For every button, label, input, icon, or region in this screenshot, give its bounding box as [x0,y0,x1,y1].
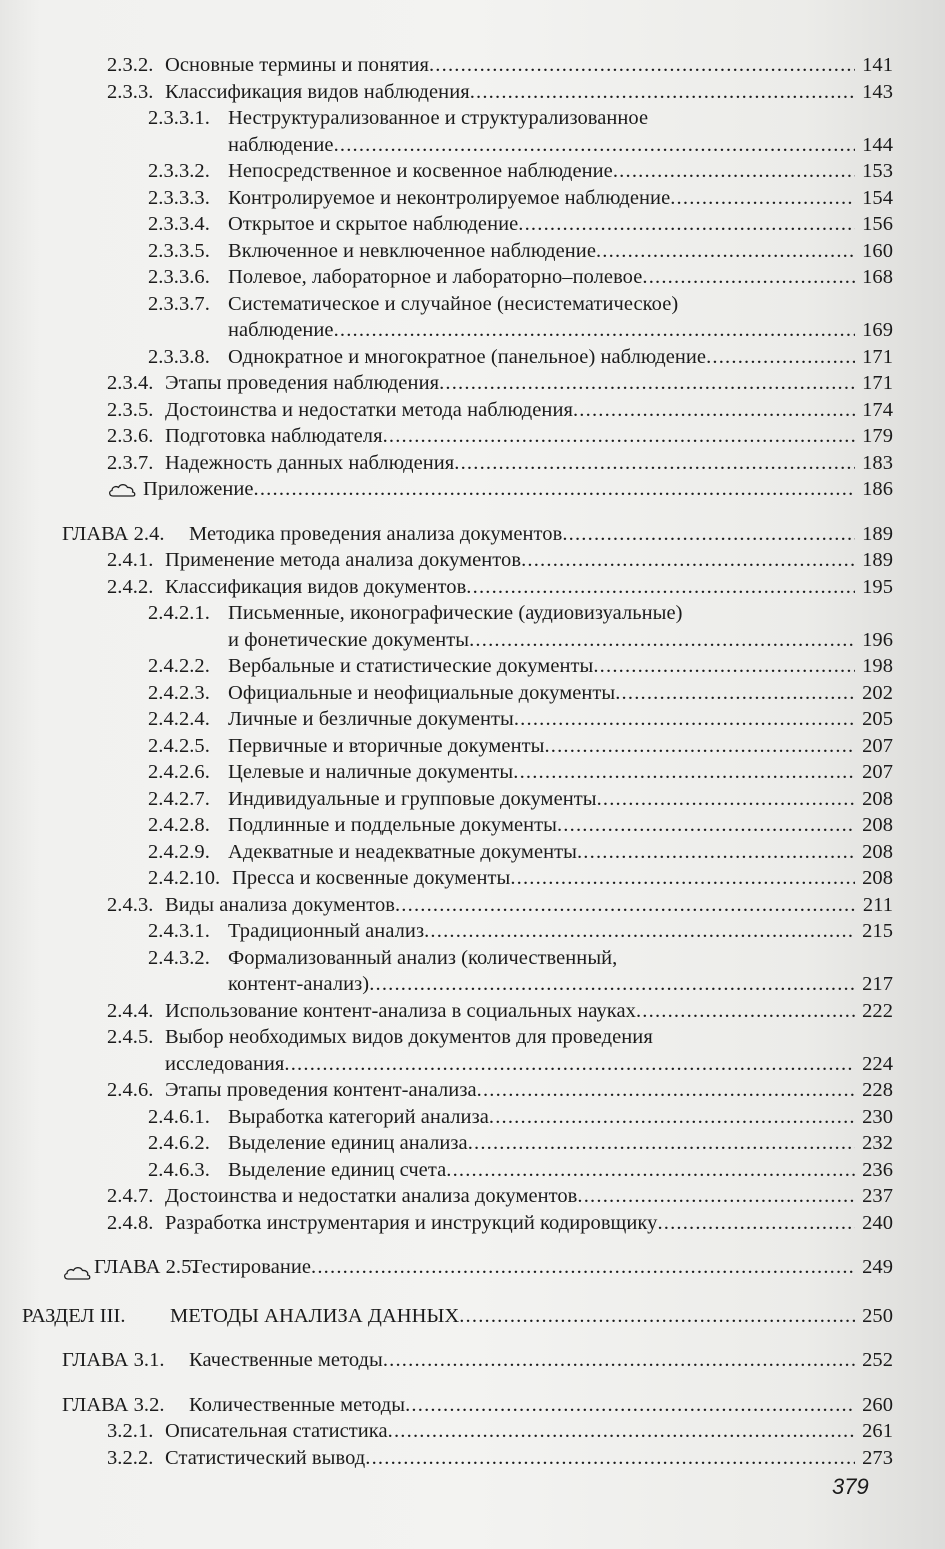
toc-entry-number: 2.4.2. [107,575,154,598]
toc-page-number: 189 [862,549,893,571]
toc-entry-number: 2.4.2.4. [148,708,210,730]
toc-entry-title: наблюдение [228,319,334,341]
dot-leader [706,344,855,371]
toc-entry-title: Подготовка наблюдателя [165,425,383,447]
toc-entry [148,600,893,653]
toc-entry [107,423,893,450]
toc-entry-title: Открытое и скрытое наблюдение [228,213,519,235]
toc-page-number: 224 [862,1052,893,1075]
toc-entry-number: 2.3.3.8. [148,345,210,368]
toc-page-number: 171 [862,345,893,368]
toc-page-number: 228 [862,1079,893,1101]
toc-page-number: 252 [862,1349,893,1371]
toc-page-number: 208 [862,840,893,863]
toc-entry [148,105,893,158]
toc-entry [107,450,893,477]
toc-page-number: 198 [862,655,893,677]
dot-leader [468,1130,855,1157]
toc-entry-title: Основные термины и понятия [165,54,429,76]
toc-entry-number: ГЛАВА 2.5. [94,1256,197,1278]
toc-entry [62,521,893,548]
toc-entry-title: исследования [165,1052,285,1075]
dot-leader [365,1445,855,1472]
toc-entry-title: Надежность данных наблюдения [165,451,455,474]
toc-entry-title: Выделение единиц счета [228,1158,447,1181]
toc-entry-title: Традиционный анализ [228,920,425,942]
dot-leader [657,1210,855,1237]
toc-entry [148,812,893,839]
toc-page-number: 273 [862,1446,893,1469]
toc-entry-number: 2.3.3. [107,80,154,103]
toc-entry-number: 2.3.4. [107,372,154,394]
toc-entry-title: Подлинные и поддельные документы [228,814,557,836]
toc-entry-title: Статистический вывод [165,1446,366,1469]
toc-page-number: 141 [862,54,893,76]
dot-leader [383,1347,855,1374]
toc-entry-title: Непосредственное и косвенное наблюдение [228,160,613,182]
toc-entry [148,706,893,733]
toc-entry-number: 2.4.6.3. [148,1158,210,1181]
toc-entry-number: 2.4.1. [107,549,154,571]
toc-page-number: 261 [862,1420,893,1442]
toc-page-number: 168 [862,266,893,288]
toc-entry-title: Тестирование [190,1256,312,1278]
toc-page-number: 217 [862,973,893,995]
dot-leader [513,759,855,786]
toc-page-number: 249 [862,1256,893,1278]
dot-leader [470,79,855,106]
toc-entry-number: 2.3.3.4. [148,213,210,235]
toc-page-number: 160 [862,239,893,262]
toc-entry-number: 2.4.2.1. [148,602,210,624]
cloud-icon [62,1263,92,1281]
toc-page-number: 232 [862,1132,893,1154]
toc-entry-number: 2.4.2.2. [148,655,210,677]
toc-entry [148,918,893,945]
toc-entry-number: 2.3.3.5. [148,239,210,262]
dot-leader [405,1392,855,1419]
dot-leader [510,865,855,892]
dot-leader [254,476,855,503]
toc-entry-title: Описательная статистика [165,1420,388,1442]
dot-leader [615,680,855,707]
toc-entry-title: Личные и безличные документы [228,708,514,730]
toc-entry-number: 2.4.6.1. [148,1105,210,1128]
toc-page-number: 207 [862,734,893,757]
toc-entry-number: 2.4.8. [107,1211,154,1234]
toc-entry-title: Этапы проведения наблюдения [165,372,440,394]
dot-leader [429,52,855,79]
toc-page-number: 208 [862,814,893,836]
dot-leader [489,1104,855,1131]
toc-entry [22,1303,893,1330]
table-of-contents [0,52,945,1471]
cloud-icon [107,480,137,498]
toc-entry-title: Формализованный анализ (количественный, [228,946,618,969]
toc-entry-title: Письменные, иконографические (аудиовизуальные) [228,602,683,624]
toc-entry [107,998,893,1025]
toc-entry [148,680,893,707]
toc-page-number: 144 [862,133,893,156]
toc-entry-title: Этапы проведения контент-анализа [165,1079,477,1101]
dot-leader [446,1157,855,1184]
toc-entry-title: контент-анализ) [228,973,370,995]
toc-entry [148,1157,893,1184]
dot-leader [557,812,855,839]
dot-leader [562,521,855,548]
toc-page-number: 208 [862,867,893,889]
toc-page-number: 179 [862,425,893,447]
toc-entry-number: 2.4.2.9. [148,840,210,863]
toc-entry-number: 2.4.3.2. [148,946,210,969]
dot-leader [454,450,855,477]
dot-leader [284,1051,855,1078]
toc-page-number: 143 [862,80,893,103]
dot-leader [593,653,855,680]
dot-leader [311,1254,855,1281]
dot-leader [334,317,855,344]
dot-leader [670,185,855,212]
toc-entry [107,1077,893,1104]
toc-entry [107,892,893,919]
toc-page-number: 196 [862,628,893,651]
toc-entry-number: 2.4.7. [107,1185,154,1207]
toc-entry-number: 2.4.3.1. [148,920,210,942]
toc-page-number: 183 [862,451,893,474]
dot-leader [597,786,855,813]
dot-leader [573,397,855,424]
dot-leader [459,1303,855,1330]
dot-leader [613,158,855,185]
toc-entry-number: 2.4.2.5. [148,734,210,757]
toc-page-number: 202 [862,681,893,704]
toc-entry-title: Применение метода анализа документов [165,549,522,571]
toc-entry [148,291,893,344]
dot-leader [636,998,855,1025]
toc-entry-title: Выбор необходимых видов документов для проведения [165,1026,653,1048]
toc-entry-number: 2.3.3.6. [148,266,210,288]
toc-entry [148,865,893,892]
toc-entry-number: ГЛАВА 3.1. [62,1349,165,1371]
toc-entry [107,397,893,424]
toc-entry-number: ГЛАВА 2.4. [62,522,165,545]
dot-leader [514,706,855,733]
dot-leader [518,211,855,238]
toc-entry [107,574,893,601]
toc-entry-title: Количественные методы [189,1393,406,1416]
toc-entry-title: наблюдение [228,133,334,156]
toc-entry-title: Контролируемое и неконтролируемое наблюдение [228,186,671,209]
toc-entry [148,733,893,760]
toc-entry-number: 2.3.6. [107,425,154,447]
toc-entry-number: 3.2.1. [107,1420,154,1442]
toc-page-number: 236 [862,1158,893,1181]
toc-page-number: 195 [862,575,893,598]
toc-entry-title: Адекватные и неадекватные документы [228,840,577,863]
toc-entry-title: Классификация видов документов [165,575,467,598]
toc-page-number: 215 [862,920,893,942]
toc-entry-title: Полевое, лабораторное и лабораторно–полевое [228,266,643,288]
toc-entry-number: 3.2.2. [107,1446,154,1469]
toc-entry [107,476,893,503]
toc-entry-title: Достоинства и недостатки метода наблюдения [165,398,573,421]
toc-entry [107,1024,893,1077]
dot-leader [477,1077,855,1104]
toc-entry-title: Включенное и невключенное наблюдение [228,239,596,262]
toc-entry [148,786,893,813]
toc-entry-number: 2.3.7. [107,451,154,474]
toc-entry-number: 2.4.2.8. [148,814,210,836]
toc-entry [148,238,893,265]
toc-page-number: 207 [862,761,893,783]
dot-leader [577,1183,855,1210]
toc-entry [148,158,893,185]
dot-leader [383,423,855,450]
toc-page-number: 260 [862,1393,893,1416]
dot-leader [424,918,855,945]
toc-entry-number: ГЛАВА 3.2. [62,1393,165,1416]
dot-leader [596,238,855,265]
toc-entry-number: РАЗДЕЛ III. [22,1304,126,1327]
toc-page-number: 156 [862,213,893,235]
toc-entry [148,185,893,212]
dot-leader [466,574,855,601]
dot-leader [577,839,855,866]
toc-page-number: 154 [862,186,893,209]
toc-page-number: 171 [862,372,893,394]
toc-page-number: 250 [862,1304,893,1327]
toc-entry-number: 2.3.3.2. [148,160,210,182]
toc-entry-number: 2.4.5. [107,1026,154,1048]
toc-entry [148,344,893,371]
toc-entry-number: 2.4.6. [107,1079,154,1101]
dot-leader [369,971,855,998]
toc-page-number: 153 [862,160,893,182]
dot-leader [334,132,855,159]
toc-entry [107,52,893,79]
toc-entry [107,547,893,574]
toc-entry-number: 2.3.2. [107,54,154,76]
toc-entry-number: 2.4.6.2. [148,1132,210,1154]
toc-page-number: 240 [862,1211,893,1234]
page-number: 379 [832,1474,869,1499]
toc-entry [107,370,893,397]
toc-page-number: 230 [862,1105,893,1128]
toc-entry-title: Вербальные и статистические документы [228,655,594,677]
toc-entry [148,211,893,238]
dot-leader [395,892,855,919]
toc-entry [148,839,893,866]
toc-entry-title: Достоинства и недостатки анализа документов [165,1185,578,1207]
toc-entry-title: Пресса и косвенные документы [232,867,511,889]
toc-entry [148,653,893,680]
toc-entry-number: 2.3.3.1. [148,107,210,129]
toc-entry-title: Разработка инструментария и инструкций кодировщику [165,1211,658,1234]
toc-entry [148,945,893,998]
toc-page-number: 174 [862,398,893,421]
toc-page-number: 189 [862,522,893,545]
toc-entry-title: Индивидуальные и групповые документы [228,787,597,810]
toc-entry [148,1130,893,1157]
toc-entry-number: 2.4.4. [107,999,154,1022]
toc-entry [148,264,893,291]
toc-entry-number: 2.4.2.3. [148,681,210,704]
dot-leader [388,1418,855,1445]
toc-entry-title: Целевые и наличные документы [228,761,514,783]
toc-entry-title: Официальные и неофициальные документы [228,681,616,704]
toc-entry-title: Выработка категорий анализа [228,1105,489,1128]
toc-entry [148,1104,893,1131]
toc-page-number: 186 [862,478,893,500]
toc-entry [107,1183,893,1210]
toc-entry-number: 2.3.5. [107,398,154,421]
toc-page-number: 237 [862,1185,893,1207]
toc-entry [62,1392,893,1419]
toc-entry [107,1418,893,1445]
toc-page-number: 222 [862,999,893,1022]
dot-leader [642,264,855,291]
toc-entry-title: Качественные методы [189,1349,383,1371]
toc-entry-title: Первичные и вторичные документы [228,734,545,757]
toc-entry-number: 2.4.2.10. [148,867,221,889]
toc-entry-title: Виды анализа документов [165,893,395,916]
dot-leader [439,370,855,397]
toc-entry-number: 2.4.2.7. [148,787,210,810]
toc-entry-number: 2.3.3.3. [148,186,210,209]
toc-entry [62,1254,893,1281]
toc-entry-title: Приложение [143,478,254,500]
toc-entry-number: 2.4.3. [107,893,154,916]
toc-entry-number: 2.4.2.6. [148,761,210,783]
dot-leader [469,627,855,654]
toc-entry-title: Выделение единиц анализа [228,1132,468,1154]
toc-entry-title: МЕТОДЫ АНАЛИЗА ДАННЫХ [170,1304,460,1327]
toc-entry-title: Методика проведения анализа документов [189,522,563,545]
toc-entry-number: 2.3.3.7. [148,292,210,315]
dot-leader [544,733,855,760]
toc-entry [107,79,893,106]
toc-page-number: 169 [862,319,893,341]
toc-entry-title: Неструктурализованное и структурализованное [228,107,649,129]
toc-entry-title: Однократное и многократное (панельное) наблюдение [228,345,707,368]
toc-entry-title: Использование контент-анализа в социальных науках [165,999,636,1022]
toc-entry [62,1347,893,1374]
dot-leader [521,547,855,574]
toc-entry-title: Систематическое и случайное (несистематическое) [228,292,679,315]
toc-entry-title: и фонетические документы [228,628,470,651]
toc-page-number: 205 [862,708,893,730]
toc-entry [107,1445,893,1472]
toc-page-number: 211 [862,893,893,916]
toc-entry [107,1210,893,1237]
toc-entry-title: Классификация видов наблюдения [165,80,470,103]
toc-entry [148,759,893,786]
toc-page-number: 208 [862,787,893,810]
